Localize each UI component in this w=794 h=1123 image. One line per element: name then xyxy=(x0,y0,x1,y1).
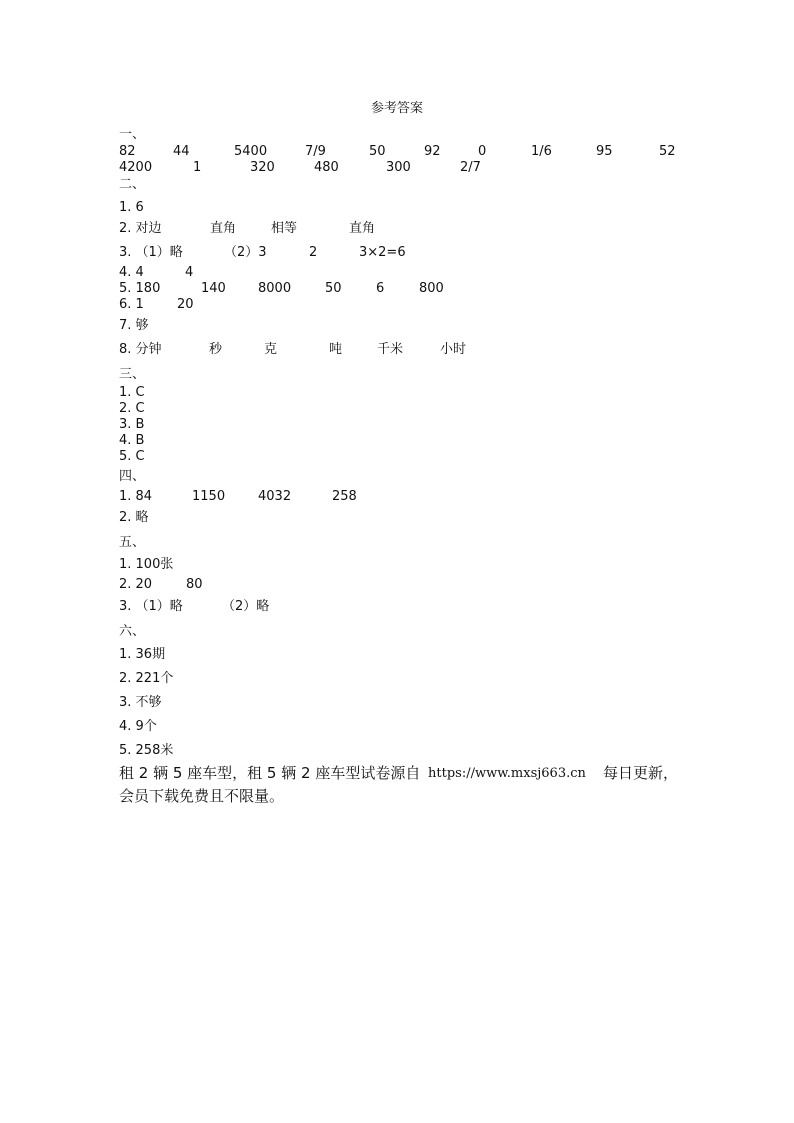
answer: 95 xyxy=(596,144,613,159)
answer: 2 xyxy=(309,245,318,260)
answer: 800 xyxy=(419,281,444,296)
answer: 7. 够 xyxy=(119,318,149,333)
answer: 320 xyxy=(250,160,275,175)
answer: 4200 xyxy=(119,160,153,175)
footer-line-2: 会员下载免费且不限量。 xyxy=(119,787,285,805)
answer: 3. （1）略 xyxy=(119,599,183,614)
section-3-heading: 三、 xyxy=(119,367,146,382)
answer: 直角 xyxy=(210,221,237,236)
answer: 2/7 xyxy=(460,160,481,175)
section-2-heading: 二、 xyxy=(119,177,146,192)
answer: 0 xyxy=(478,144,487,159)
answer: （2）略 xyxy=(222,599,270,614)
answer: 2. C xyxy=(119,401,145,416)
answer: 6. 1 xyxy=(119,297,144,312)
answer: 2. 对边 xyxy=(119,221,162,236)
section-6-heading: 六、 xyxy=(119,624,146,639)
answer: 4 xyxy=(185,265,194,280)
answer: 5400 xyxy=(234,144,268,159)
answer: 秒 xyxy=(209,342,223,357)
answer: 50 xyxy=(369,144,386,159)
answer: 82 xyxy=(119,144,136,159)
answer: 4032 xyxy=(258,489,292,504)
answer: 4. 4 xyxy=(119,265,144,280)
footer-text: 租 2 辆 5 座车型，租 5 辆 2 座车型试卷源自 xyxy=(119,764,421,782)
answer: 2. 20 xyxy=(119,577,153,592)
answer: 1. 84 xyxy=(119,489,153,504)
answer: 3. 不够 xyxy=(119,695,162,710)
answer: 吨 xyxy=(329,342,343,357)
answer: 3. （1）略 xyxy=(119,245,183,260)
answer: 克 xyxy=(264,342,278,357)
answer: 小时 xyxy=(440,342,467,357)
answer: 4. 9个 xyxy=(119,719,157,734)
answer: 20 xyxy=(177,297,194,312)
answer: 480 xyxy=(314,160,339,175)
answer: 44 xyxy=(173,144,190,159)
answer: 1150 xyxy=(192,489,226,504)
answer: 1. 36期 xyxy=(119,647,166,662)
answer: 140 xyxy=(201,281,226,296)
answer: 3. B xyxy=(119,417,145,432)
answer: 5. C xyxy=(119,449,145,464)
section-5-heading: 五、 xyxy=(119,535,146,550)
answer: 8. 分钟 xyxy=(119,342,162,357)
answer: 1. 6 xyxy=(119,200,144,215)
answer: 7/9 xyxy=(305,144,326,159)
answer: 相等 xyxy=(271,221,298,236)
section-1-heading: 一、 xyxy=(119,127,146,142)
answer: 80 xyxy=(186,577,203,592)
answer: 6 xyxy=(376,281,385,296)
answer: 4. B xyxy=(119,433,145,448)
footer-text: 每日更新， xyxy=(603,764,679,782)
answer: 1. 100张 xyxy=(119,557,174,572)
answer: （2）3 xyxy=(224,245,267,260)
answer: 50 xyxy=(325,281,342,296)
answer: 5. 258米 xyxy=(119,743,174,758)
page-title: 参考答案 xyxy=(370,101,423,116)
answer: 258 xyxy=(332,489,357,504)
section-4-heading: 四、 xyxy=(119,469,146,484)
answer: 5. 180 xyxy=(119,281,161,296)
answer: 2. 略 xyxy=(119,510,149,525)
answer: 1. C xyxy=(119,385,145,400)
source-url: https://www.mxsj663.cn xyxy=(428,766,586,781)
answer: 92 xyxy=(424,144,441,159)
answer: 300 xyxy=(386,160,411,175)
answer: 52 xyxy=(659,144,676,159)
answer: 直角 xyxy=(349,221,376,236)
answer: 千米 xyxy=(377,342,404,357)
answer: 1/6 xyxy=(531,144,552,159)
answer: 1 xyxy=(193,160,202,175)
answer: 2. 221个 xyxy=(119,671,174,686)
answer: 3×2=6 xyxy=(359,245,406,260)
answer: 8000 xyxy=(258,281,292,296)
